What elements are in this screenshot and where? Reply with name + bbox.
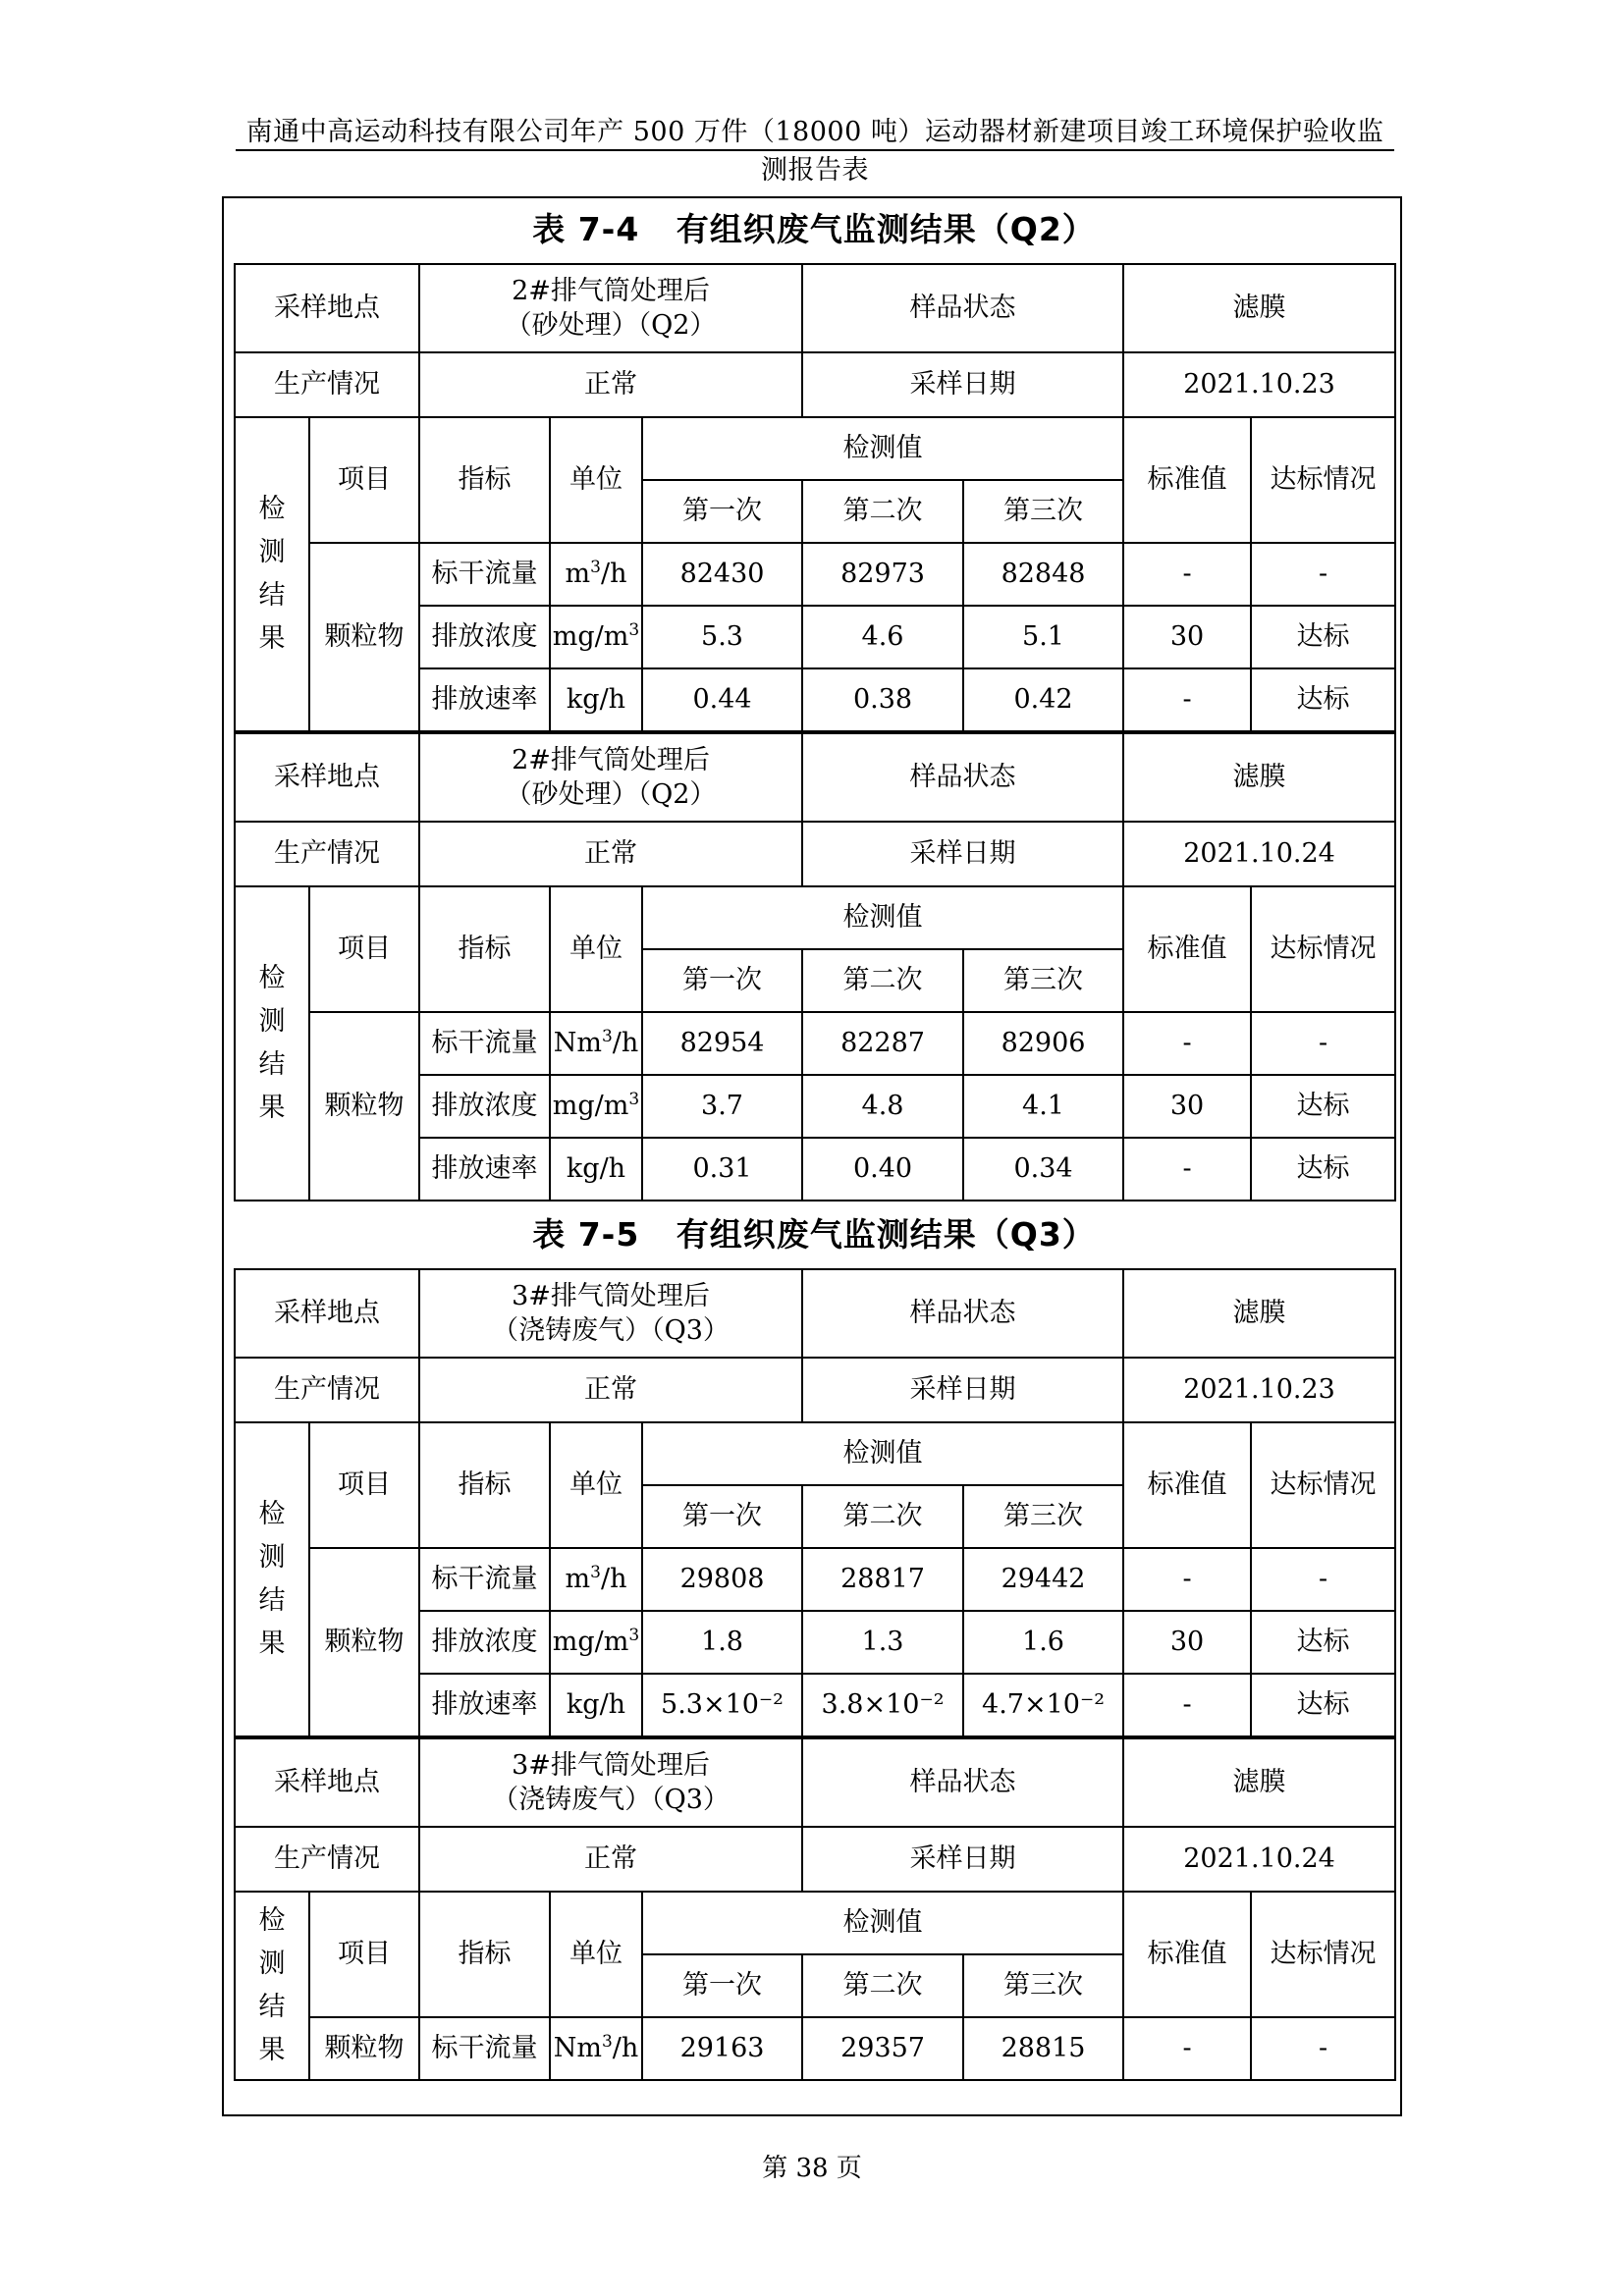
standard-header: 标准值 bbox=[1123, 1422, 1251, 1548]
unit-superscript: 3 bbox=[601, 2032, 613, 2053]
site-value bbox=[419, 1269, 802, 1358]
production-label: 生产情况 bbox=[235, 1358, 419, 1422]
unit-value bbox=[550, 606, 642, 668]
compliance-value: 达标 bbox=[1251, 1075, 1395, 1138]
standard-header: 标准值 bbox=[1123, 1892, 1251, 2017]
site-label: 采样地点 bbox=[235, 1738, 419, 1827]
result-label-char: 果 bbox=[258, 2035, 286, 2065]
measure-3: 0.42 bbox=[963, 668, 1123, 731]
indicator-value: 标干流量 bbox=[419, 1012, 550, 1075]
unit-superscript: 3 bbox=[590, 558, 601, 578]
measured-header: 检测值 bbox=[642, 417, 1123, 480]
measure-1: 29808 bbox=[642, 1548, 802, 1611]
site-line-2: （浇铸废气）（Q3） bbox=[492, 1315, 730, 1346]
sample-date-value: 2021.10.24 bbox=[1123, 822, 1395, 886]
indicator-value: 排放浓度 bbox=[419, 1075, 550, 1138]
standard-value: 30 bbox=[1123, 606, 1251, 668]
result-label-char: 测 bbox=[258, 1542, 286, 1573]
indicator-header: 指标 bbox=[419, 886, 550, 1012]
production-label: 生产情况 bbox=[235, 1827, 419, 1892]
unit-base: kg/h bbox=[566, 684, 626, 716]
second-header: 第二次 bbox=[802, 1485, 963, 1548]
data-row bbox=[235, 1548, 1395, 1611]
header-rule bbox=[236, 149, 1394, 151]
site-line-1: 3#排气筒处理后 bbox=[512, 1749, 710, 1781]
sample-state-value: 滤膜 bbox=[1123, 1269, 1395, 1358]
measure-2: 82287 bbox=[802, 1012, 963, 1075]
sample-date-label: 采样日期 bbox=[802, 352, 1123, 417]
measure-2: 28817 bbox=[802, 1548, 963, 1611]
unit-header: 单位 bbox=[550, 886, 642, 1012]
unit-base: mg/m bbox=[552, 1627, 629, 1658]
item-value: 颗粒物 bbox=[309, 1012, 419, 1201]
unit-value bbox=[550, 1674, 642, 1736]
measure-3: 4.7×10⁻² bbox=[963, 1674, 1123, 1736]
sample-state-label: 样品状态 bbox=[802, 1269, 1123, 1358]
result-label-char: 结 bbox=[258, 1992, 286, 2022]
unit-value bbox=[550, 1075, 642, 1138]
result-label-char: 检 bbox=[258, 1905, 286, 1936]
data-row bbox=[235, 2017, 1395, 2080]
result-label-char: 结 bbox=[258, 1049, 286, 1080]
standard-value: 30 bbox=[1123, 1611, 1251, 1674]
page-number: 第 38 页 bbox=[762, 2154, 862, 2183]
standard-value: 30 bbox=[1123, 1075, 1251, 1138]
unit-superscript: 3 bbox=[628, 620, 640, 641]
unit-value bbox=[550, 1548, 642, 1611]
site-line-1: 3#排气筒处理后 bbox=[512, 1280, 710, 1311]
sample-state-label: 样品状态 bbox=[802, 264, 1123, 352]
unit-base: m bbox=[565, 1564, 591, 1595]
measured-header: 检测值 bbox=[642, 1422, 1123, 1485]
production-label: 生产情况 bbox=[235, 822, 419, 886]
first-header: 第一次 bbox=[642, 480, 802, 543]
second-header: 第二次 bbox=[802, 949, 963, 1012]
compliance-header: 达标情况 bbox=[1251, 1422, 1395, 1548]
unit-tail: /h bbox=[600, 559, 627, 590]
indicator-value: 标干流量 bbox=[419, 543, 550, 606]
standard-value: - bbox=[1123, 2017, 1251, 2080]
indicator-value: 排放浓度 bbox=[419, 606, 550, 668]
sample-state-value: 滤膜 bbox=[1123, 1738, 1395, 1827]
measure-1: 5.3×10⁻² bbox=[642, 1674, 802, 1736]
result-label bbox=[235, 1892, 309, 2080]
unit-base: Nm bbox=[553, 1028, 602, 1059]
standard-value: - bbox=[1123, 1548, 1251, 1611]
sample-date-label: 采样日期 bbox=[802, 822, 1123, 886]
unit-value bbox=[550, 668, 642, 731]
table-number: 表 7-5 bbox=[532, 1215, 640, 1254]
result-label-char: 测 bbox=[258, 1006, 286, 1037]
measure-1: 3.7 bbox=[642, 1075, 802, 1138]
unit-value bbox=[550, 1012, 642, 1075]
report-tables bbox=[234, 196, 1394, 2081]
table-title bbox=[234, 1201, 1394, 1268]
measure-2: 82973 bbox=[802, 543, 963, 606]
result-label-char: 果 bbox=[258, 1629, 286, 1659]
sample-state-label: 样品状态 bbox=[802, 1738, 1123, 1827]
sample-date-value: 2021.10.23 bbox=[1123, 1358, 1395, 1422]
indicator-value: 标干流量 bbox=[419, 1548, 550, 1611]
unit-value bbox=[550, 1611, 642, 1674]
measure-2: 29357 bbox=[802, 2017, 963, 2080]
table-title-text: 有组织废气监测结果（Q3） bbox=[676, 1215, 1096, 1254]
measure-2: 0.40 bbox=[802, 1138, 963, 1201]
result-label-char: 测 bbox=[258, 1949, 286, 1979]
table-title bbox=[234, 196, 1394, 263]
production-value: 正常 bbox=[419, 822, 802, 886]
indicator-header: 指标 bbox=[419, 417, 550, 543]
table-number: 表 7-4 bbox=[532, 210, 640, 248]
indicator-value: 排放速率 bbox=[419, 1674, 550, 1736]
unit-superscript: 3 bbox=[628, 1626, 640, 1646]
monitoring-block bbox=[234, 1268, 1396, 1737]
unit-header: 单位 bbox=[550, 417, 642, 543]
measure-3: 82906 bbox=[963, 1012, 1123, 1075]
result-label-char: 果 bbox=[258, 1093, 286, 1123]
item-header: 项目 bbox=[309, 1892, 419, 2017]
first-header: 第一次 bbox=[642, 1954, 802, 2017]
measure-1: 0.31 bbox=[642, 1138, 802, 1201]
third-header: 第三次 bbox=[963, 1485, 1123, 1548]
measure-2: 0.38 bbox=[802, 668, 963, 731]
compliance-header: 达标情况 bbox=[1251, 1892, 1395, 2017]
production-label: 生产情况 bbox=[235, 352, 419, 417]
measured-header: 检测值 bbox=[642, 1892, 1123, 1954]
compliance-value: 达标 bbox=[1251, 606, 1395, 668]
site-label: 采样地点 bbox=[235, 264, 419, 352]
sample-state-value: 滤膜 bbox=[1123, 733, 1395, 822]
unit-base: mg/m bbox=[552, 621, 629, 653]
second-header: 第二次 bbox=[802, 1954, 963, 2017]
result-label-char: 检 bbox=[258, 1499, 286, 1529]
measure-1: 82954 bbox=[642, 1012, 802, 1075]
site-line-2: （砂处理）（Q2） bbox=[505, 310, 717, 341]
data-row bbox=[235, 1012, 1395, 1075]
monitoring-block bbox=[234, 732, 1396, 1201]
site-line-1: 2#排气筒处理后 bbox=[512, 275, 710, 306]
sample-date-value: 2021.10.24 bbox=[1123, 1827, 1395, 1892]
item-header: 项目 bbox=[309, 886, 419, 1012]
unit-tail: /h bbox=[612, 1028, 639, 1059]
compliance-header: 达标情况 bbox=[1251, 417, 1395, 543]
compliance-value: 达标 bbox=[1251, 668, 1395, 731]
unit-base: kg/h bbox=[566, 1153, 626, 1185]
measure-1: 0.44 bbox=[642, 668, 802, 731]
compliance-value: - bbox=[1251, 1012, 1395, 1075]
result-label-char: 结 bbox=[258, 580, 286, 611]
third-header: 第三次 bbox=[963, 949, 1123, 1012]
measure-2: 4.8 bbox=[802, 1075, 963, 1138]
compliance-value: - bbox=[1251, 543, 1395, 606]
compliance-value: 达标 bbox=[1251, 1611, 1395, 1674]
compliance-value: 达标 bbox=[1251, 1138, 1395, 1201]
third-header: 第三次 bbox=[963, 480, 1123, 543]
site-value bbox=[419, 1738, 802, 1827]
unit-tail: /h bbox=[600, 1564, 627, 1595]
item-value: 颗粒物 bbox=[309, 2017, 419, 2080]
second-header: 第二次 bbox=[802, 480, 963, 543]
item-value: 颗粒物 bbox=[309, 1548, 419, 1736]
sample-state-label: 样品状态 bbox=[802, 733, 1123, 822]
result-label-char: 检 bbox=[258, 963, 286, 993]
compliance-header: 达标情况 bbox=[1251, 886, 1395, 1012]
standard-value: - bbox=[1123, 1138, 1251, 1201]
unit-header: 单位 bbox=[550, 1422, 642, 1548]
compliance-value: 达标 bbox=[1251, 1674, 1395, 1736]
sample-date-label: 采样日期 bbox=[802, 1827, 1123, 1892]
measure-2: 3.8×10⁻² bbox=[802, 1674, 963, 1736]
measure-3: 29442 bbox=[963, 1548, 1123, 1611]
compliance-value: - bbox=[1251, 2017, 1395, 2080]
site-line-2: （浇铸废气）（Q3） bbox=[492, 1785, 730, 1815]
production-value: 正常 bbox=[419, 1827, 802, 1892]
result-label bbox=[235, 886, 309, 1201]
site-line-1: 2#排气筒处理后 bbox=[512, 744, 710, 775]
result-label bbox=[235, 417, 309, 731]
measure-3: 82848 bbox=[963, 543, 1123, 606]
page-header: 南通中高运动科技有限公司年产 500 万件（18000 吨）运动器材新建项目竣工环境保护验收监测报告表 bbox=[245, 117, 1384, 186]
table-title-text: 有组织废气监测结果（Q2） bbox=[676, 210, 1096, 248]
result-label-char: 测 bbox=[258, 537, 286, 567]
item-header: 项目 bbox=[309, 1422, 419, 1548]
indicator-header: 指标 bbox=[419, 1892, 550, 2017]
indicator-value: 排放速率 bbox=[419, 1138, 550, 1201]
measure-2: 4.6 bbox=[802, 606, 963, 668]
unit-base: mg/m bbox=[552, 1091, 629, 1122]
site-label: 采样地点 bbox=[235, 1269, 419, 1358]
unit-superscript: 3 bbox=[601, 1027, 613, 1047]
data-row bbox=[235, 543, 1395, 606]
measure-2: 1.3 bbox=[802, 1611, 963, 1674]
unit-tail: /h bbox=[612, 2033, 639, 2064]
measure-1: 29163 bbox=[642, 2017, 802, 2080]
measure-3: 1.6 bbox=[963, 1611, 1123, 1674]
measure-3: 4.1 bbox=[963, 1075, 1123, 1138]
standard-value: - bbox=[1123, 668, 1251, 731]
monitoring-block bbox=[234, 263, 1396, 732]
unit-base: Nm bbox=[553, 2033, 602, 2064]
measure-3: 5.1 bbox=[963, 606, 1123, 668]
unit-header: 单位 bbox=[550, 1892, 642, 2017]
site-value bbox=[419, 264, 802, 352]
sample-date-value: 2021.10.23 bbox=[1123, 352, 1395, 417]
standard-value: - bbox=[1123, 1674, 1251, 1736]
standard-value: - bbox=[1123, 543, 1251, 606]
unit-value bbox=[550, 543, 642, 606]
result-label-char: 结 bbox=[258, 1585, 286, 1616]
measure-3: 0.34 bbox=[963, 1138, 1123, 1201]
site-label: 采样地点 bbox=[235, 733, 419, 822]
third-header: 第三次 bbox=[963, 1954, 1123, 2017]
sample-state-value: 滤膜 bbox=[1123, 264, 1395, 352]
standard-header: 标准值 bbox=[1123, 417, 1251, 543]
item-value: 颗粒物 bbox=[309, 543, 419, 731]
production-value: 正常 bbox=[419, 352, 802, 417]
result-label-char: 果 bbox=[258, 623, 286, 654]
unit-value bbox=[550, 2017, 642, 2080]
indicator-value: 标干流量 bbox=[419, 2017, 550, 2080]
result-label-char: 检 bbox=[258, 494, 286, 524]
unit-value bbox=[550, 1138, 642, 1201]
sample-date-label: 采样日期 bbox=[802, 1358, 1123, 1422]
measure-1: 5.3 bbox=[642, 606, 802, 668]
first-header: 第一次 bbox=[642, 949, 802, 1012]
unit-base: m bbox=[565, 559, 591, 590]
compliance-value: - bbox=[1251, 1548, 1395, 1611]
indicator-header: 指标 bbox=[419, 1422, 550, 1548]
unit-base: kg/h bbox=[566, 1689, 626, 1721]
result-label bbox=[235, 1422, 309, 1736]
site-line-2: （砂处理）（Q2） bbox=[505, 779, 717, 810]
measure-1: 82430 bbox=[642, 543, 802, 606]
unit-superscript: 3 bbox=[590, 1563, 601, 1583]
measure-3: 28815 bbox=[963, 2017, 1123, 2080]
measured-header: 检测值 bbox=[642, 886, 1123, 949]
item-header: 项目 bbox=[309, 417, 419, 543]
indicator-value: 排放浓度 bbox=[419, 1611, 550, 1674]
site-value bbox=[419, 733, 802, 822]
production-value: 正常 bbox=[419, 1358, 802, 1422]
first-header: 第一次 bbox=[642, 1485, 802, 1548]
unit-superscript: 3 bbox=[628, 1090, 640, 1110]
standard-value: - bbox=[1123, 1012, 1251, 1075]
monitoring-block bbox=[234, 1737, 1396, 2081]
indicator-value: 排放速率 bbox=[419, 668, 550, 731]
standard-header: 标准值 bbox=[1123, 886, 1251, 1012]
measure-1: 1.8 bbox=[642, 1611, 802, 1674]
